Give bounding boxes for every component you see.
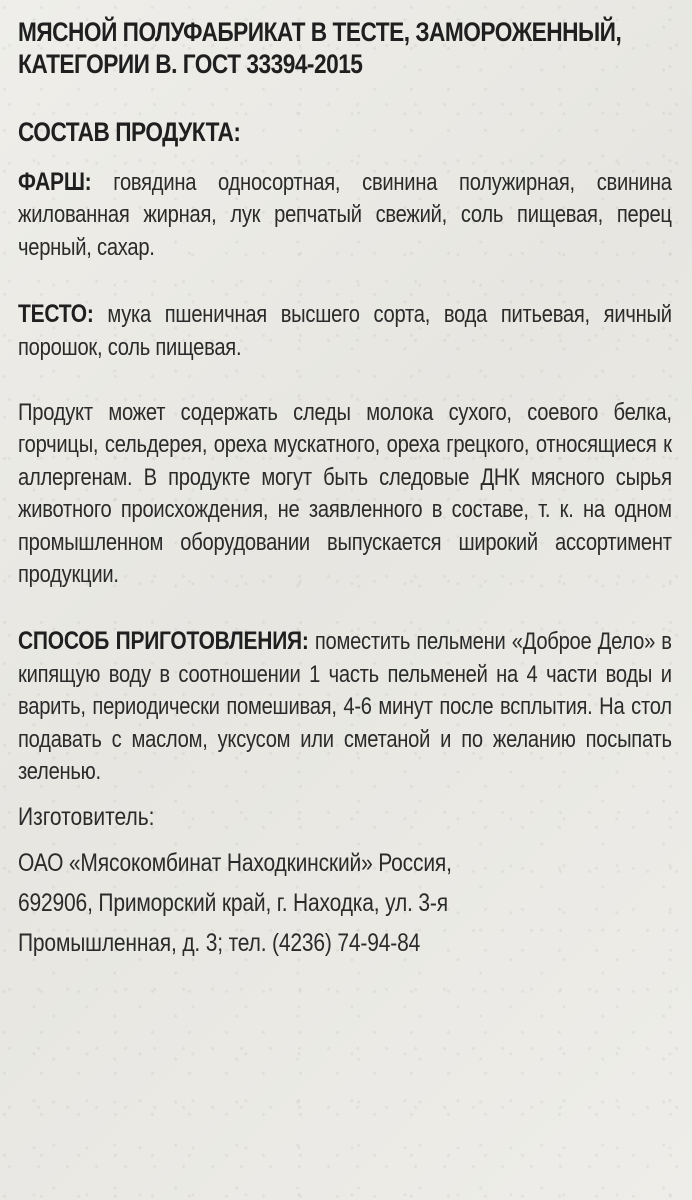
- product-title-line-2: КАТЕГОРИИ В. ГОСТ 33394-2015: [18, 49, 363, 79]
- filling-label: ФАРШ:: [18, 168, 92, 196]
- composition-heading: СОСТАВ ПРОДУКТА:: [18, 117, 241, 147]
- manufacturer-label: Изготовитель:: [18, 802, 155, 831]
- product-title-line-1: МЯСНОЙ ПОЛУФАБРИКАТ В ТЕСТЕ, ЗАМОРОЖЕННЫЙ,: [18, 17, 622, 47]
- allergen-notice: Продукт может содержать следы молока сухого, соевого белка, горчицы, сельдерея, ореха мускатного, ореха грецкого, относящиеся к аллергенам. В продукте могут быть следовые ДНК мясного сырья животного происхождения, не заявленного в составе, т. к. на одном промышленном оборудовании выпускается широкий ассортимент продукции.: [18, 399, 672, 589]
- cooking-paragraph: [18, 625, 672, 788]
- dough-paragraph: [18, 298, 672, 364]
- cooking-label: СПОСОБ ПРИГОТОВЛЕНИЯ:: [18, 627, 309, 656]
- filling-ingredients: говядина односортная, свинина полужирная, свинина жилованная жирная, лук репчатый свежий, соль пищевая, перец черный, сахар.: [18, 169, 672, 261]
- manufacturer-line-2: 692906, Приморский край, г. Находка, ул. 3-я: [18, 888, 448, 917]
- filling-paragraph: [18, 166, 672, 264]
- manufacturer-line-3: Промышленная, д. 3; тел. (4236) 74-94-84: [18, 928, 421, 957]
- manufacturer-address: [18, 843, 672, 963]
- manufacturer-line-1: ОАО «Мясокомбинат Находкинский» Россия,: [18, 848, 452, 877]
- dough-label: ТЕСТО:: [18, 300, 94, 329]
- cooking-instructions: поместить пельмени «Доброе Дело» в кипящую воду в соотношении 1 часть пельменей на 4 части воды и варить, периодически помешивая, 4-6 минут после всплытия. На стол подавать с маслом, уксусом или сметаной и по желанию посыпать зеленью.: [18, 628, 672, 786]
- dough-ingredients: мука пшеничная высшего сорта, вода питьевая, яичный порошок, соль пищевая.: [18, 301, 672, 361]
- product-title: [18, 16, 672, 80]
